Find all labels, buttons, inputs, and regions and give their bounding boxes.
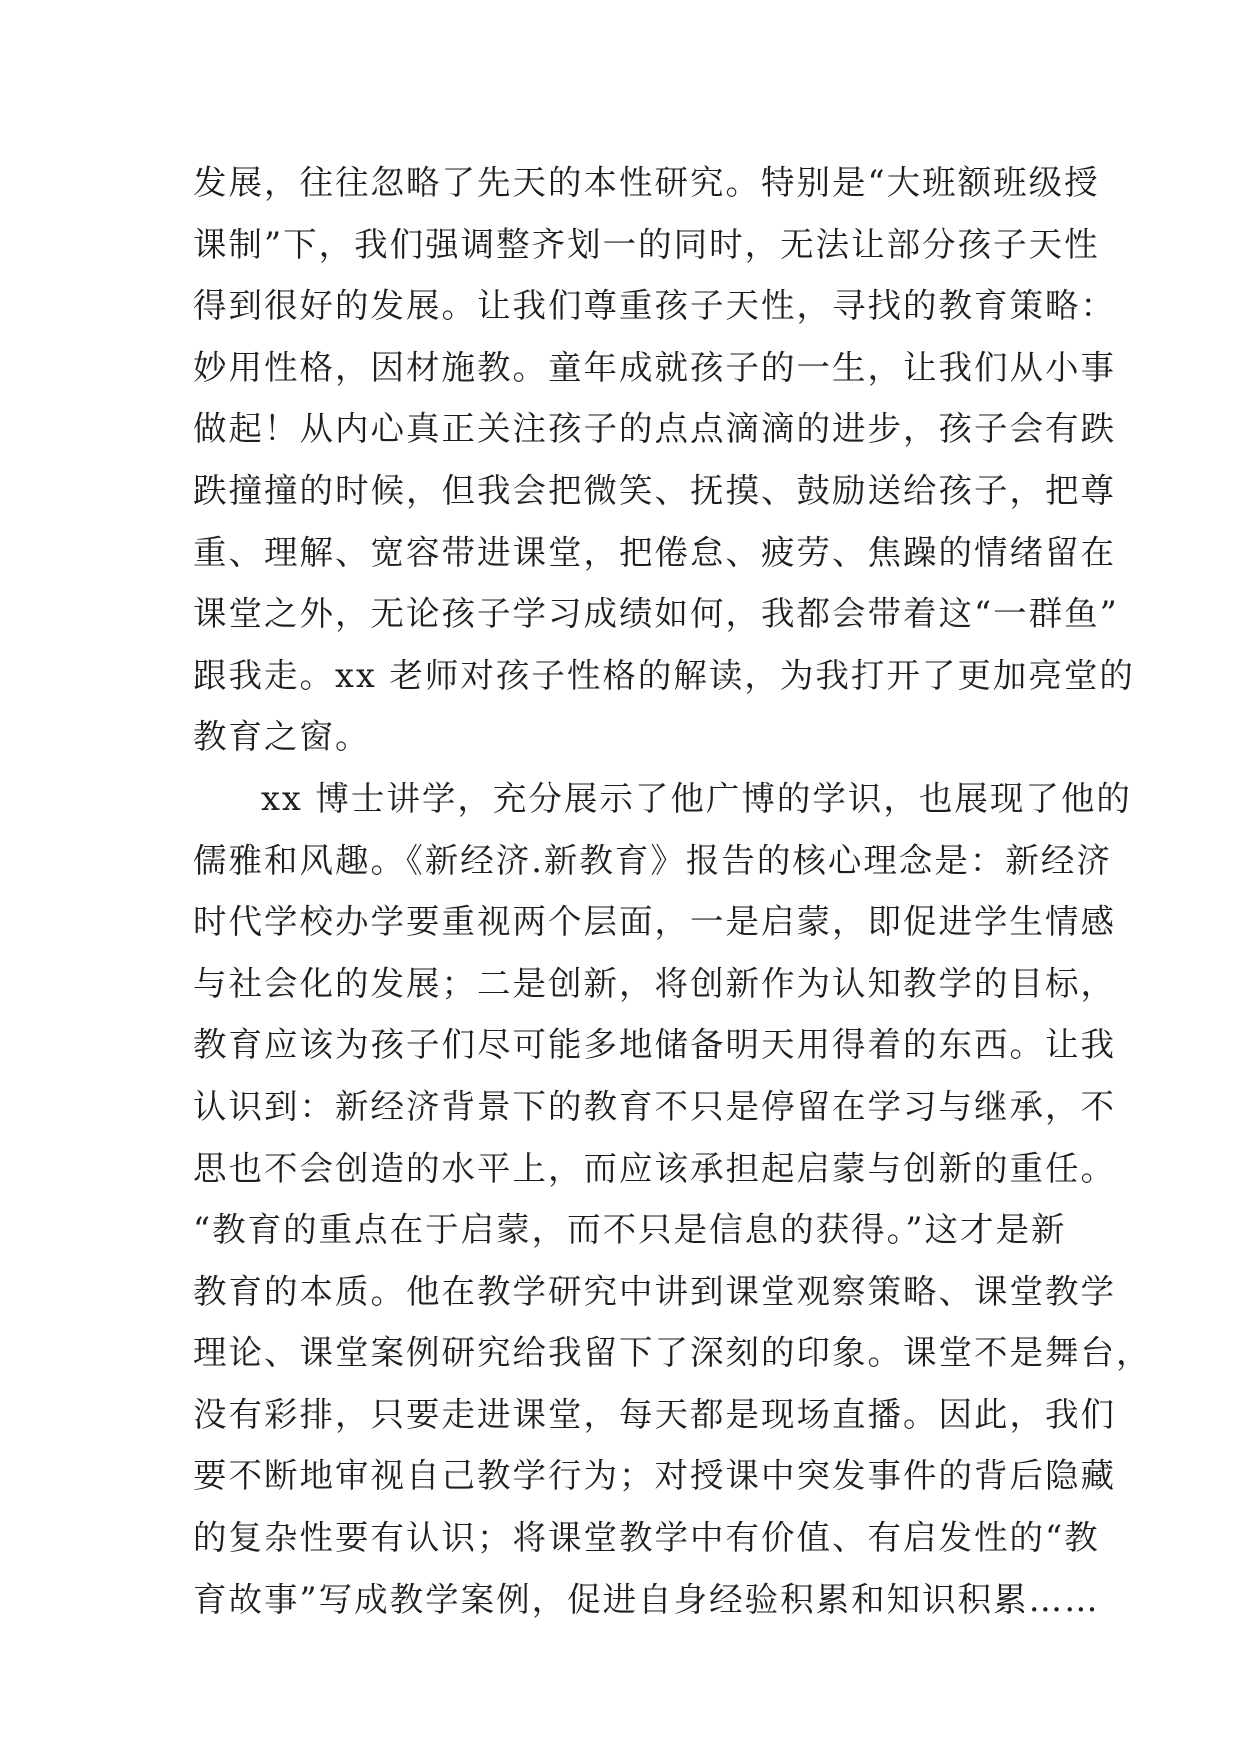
paragraph-1 (193, 152, 1135, 768)
paragraph-line: 认识到：新经济背景下的教育不只是停留在学习与继承，不 (193, 1086, 1116, 1126)
paragraph-line: 教育之窗。 (193, 717, 371, 757)
paragraph-line: 儒雅和风趣。《新经济.新教育》报告的核心理念是：新经济 (193, 840, 1112, 880)
paragraph-line: 教育应该为孩子们尽可能多地储备明天用得着的东西。让我 (193, 1025, 1116, 1065)
paragraph-line: 时代学校办学要重视两个层面，一是启蒙，即促进学生情感 (193, 902, 1116, 942)
paragraph-2 (193, 768, 1152, 1630)
paragraph-line: 要不断地审视自己教学行为；对授课中突发事件的背后隐藏 (193, 1456, 1116, 1496)
paragraph-line: 妙用性格，因材施教。童年成就孩子的一生，让我们从小事 (193, 347, 1116, 387)
paragraph-line: “教育的重点在于启蒙，而不只是信息的获得。”这才是新 (193, 1210, 1067, 1250)
paragraph-line: 课堂之外，无论孩子学习成绩如何，我都会带着这“一群鱼” (193, 594, 1119, 634)
paragraph-line: 课制”下，我们强调整齐划一的同时，无法让部分孩子天性 (193, 224, 1100, 264)
paragraph-line: 的复杂性要有认识；将课堂教学中有价值、有启发性的“教 (193, 1518, 1100, 1558)
paragraph-line: 教育的本质。他在教学研究中讲到课堂观察策略、课堂教学 (193, 1271, 1116, 1311)
paragraph-line: 理论、课堂案例研究给我留下了深刻的印象。课堂不是舞台， (193, 1333, 1152, 1373)
paragraph-line: 跟我走。xx 老师对孩子性格的解读，为我打开了更加亮堂的 (193, 655, 1135, 695)
paragraph-line: 与社会化的发展；二是创新，将创新作为认知教学的目标， (193, 963, 1116, 1003)
paragraph-line: 发展，往往忽略了先天的本性研究。特别是“大班额班级授 (193, 163, 1100, 202)
paragraph-line: 做起！从内心真正关注孩子的点点滴滴的进步，孩子会有跌 (193, 409, 1116, 449)
paragraph-line: 跌撞撞的时候，但我会把微笑、抚摸、鼓励送给孩子，把尊 (193, 470, 1116, 510)
paragraph-line: xx 博士讲学，充分展示了他广博的学识，也展现了他的 (261, 778, 1132, 818)
paragraph-line: 得到很好的发展。让我们尊重孩子天性，寻找的教育策略： (193, 286, 1116, 326)
paragraph-line: 育故事”写成教学案例，促进自身经验积累和知识积累…… (193, 1579, 1100, 1619)
paragraph-line: 没有彩排，只要走进课堂，每天都是现场直播。因此，我们 (193, 1394, 1116, 1434)
paragraph-line: 思也不会创造的水平上，而应该承担起启蒙与创新的重任。 (193, 1148, 1116, 1188)
body-text (193, 145, 1152, 1630)
paragraph-line: 重、理解、宽容带进课堂，把倦怠、疲劳、焦躁的情绪留在 (193, 532, 1116, 572)
